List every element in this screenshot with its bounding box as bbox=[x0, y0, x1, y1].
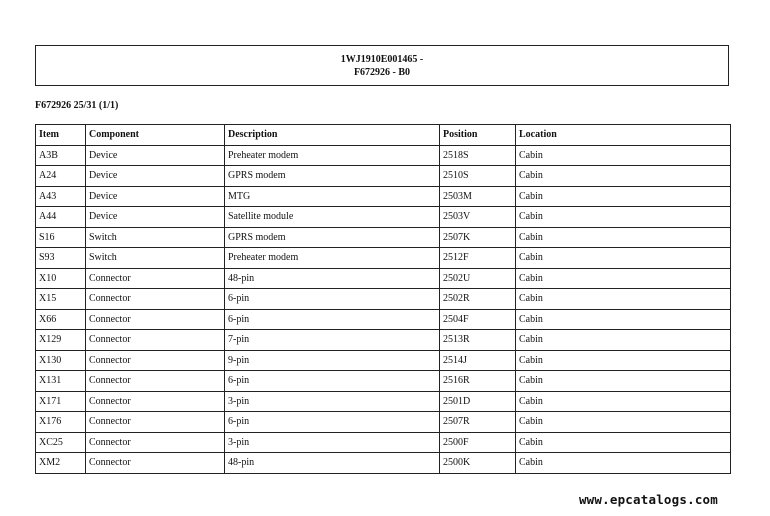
epcatalogs-link[interactable]: www.epcatalogs.com bbox=[578, 492, 718, 507]
cell-position: 2500F bbox=[440, 432, 516, 453]
cell-position: 2514J bbox=[440, 350, 516, 371]
cell-position: 2507R bbox=[440, 412, 516, 433]
table-row bbox=[36, 309, 731, 330]
header-line-1: 1WJ1910E001465 - bbox=[340, 54, 424, 65]
cell-description: 6-pin bbox=[225, 412, 440, 433]
cell-component: Device bbox=[86, 145, 225, 166]
cell-component: Connector bbox=[86, 350, 225, 371]
cell-description: 3-pin bbox=[225, 391, 440, 412]
cell-position: 2503V bbox=[440, 207, 516, 228]
cell-item: A24 bbox=[36, 166, 86, 187]
cell-position: 2518S bbox=[440, 145, 516, 166]
table-row bbox=[36, 371, 731, 392]
table-row bbox=[36, 432, 731, 453]
cell-description: GPRS modem bbox=[225, 227, 440, 248]
column-header-position: Position bbox=[440, 125, 516, 146]
cell-location: Cabin bbox=[516, 330, 731, 351]
cell-item: X171 bbox=[36, 391, 86, 412]
cell-component: Device bbox=[86, 166, 225, 187]
cell-position: 2513R bbox=[440, 330, 516, 351]
cell-position: 2500K bbox=[440, 453, 516, 474]
column-header-item: Item bbox=[36, 125, 86, 146]
table-row bbox=[36, 166, 731, 187]
cell-location: Cabin bbox=[516, 350, 731, 371]
cell-location: Cabin bbox=[516, 453, 731, 474]
cell-description: 48-pin bbox=[225, 268, 440, 289]
table-row bbox=[36, 268, 731, 289]
cell-description: Preheater modem bbox=[225, 145, 440, 166]
cell-component: Connector bbox=[86, 412, 225, 433]
column-header-component: Component bbox=[86, 125, 225, 146]
cell-description: 48-pin bbox=[225, 453, 440, 474]
cell-component: Connector bbox=[86, 268, 225, 289]
cell-location: Cabin bbox=[516, 412, 731, 433]
cell-component: Connector bbox=[86, 330, 225, 351]
table-row bbox=[36, 145, 731, 166]
table-row bbox=[36, 289, 731, 310]
cell-item: A3B bbox=[36, 145, 86, 166]
section-title: F672926 25/31 (1/1) bbox=[35, 100, 119, 111]
cell-component: Connector bbox=[86, 453, 225, 474]
cell-item: S16 bbox=[36, 227, 86, 248]
table-row bbox=[36, 391, 731, 412]
cell-description: 7-pin bbox=[225, 330, 440, 351]
table-row bbox=[36, 350, 731, 371]
cell-location: Cabin bbox=[516, 289, 731, 310]
cell-item: X10 bbox=[36, 268, 86, 289]
cell-item: X66 bbox=[36, 309, 86, 330]
cell-position: 2516R bbox=[440, 371, 516, 392]
table-row bbox=[36, 227, 731, 248]
cell-location: Cabin bbox=[516, 248, 731, 269]
cell-location: Cabin bbox=[516, 371, 731, 392]
cell-position: 2502R bbox=[440, 289, 516, 310]
header-line-2: F672926 - B0 bbox=[353, 67, 411, 78]
cell-location: Cabin bbox=[516, 268, 731, 289]
cell-component: Connector bbox=[86, 391, 225, 412]
parts-table bbox=[35, 124, 731, 474]
cell-description: MTG bbox=[225, 186, 440, 207]
table-row bbox=[36, 248, 731, 269]
table-header-row bbox=[36, 125, 731, 146]
cell-description: 6-pin bbox=[225, 371, 440, 392]
cell-position: 2504F bbox=[440, 309, 516, 330]
cell-item: A43 bbox=[36, 186, 86, 207]
cell-item: X131 bbox=[36, 371, 86, 392]
cell-item: X130 bbox=[36, 350, 86, 371]
cell-description: 3-pin bbox=[225, 432, 440, 453]
cell-description: 6-pin bbox=[225, 289, 440, 310]
cell-location: Cabin bbox=[516, 309, 731, 330]
cell-location: Cabin bbox=[516, 391, 731, 412]
cell-position: 2512F bbox=[440, 248, 516, 269]
table-row bbox=[36, 453, 731, 474]
cell-item: A44 bbox=[36, 207, 86, 228]
cell-item: XC25 bbox=[36, 432, 86, 453]
cell-item: X15 bbox=[36, 289, 86, 310]
cell-position: 2503M bbox=[440, 186, 516, 207]
cell-description: GPRS modem bbox=[225, 166, 440, 187]
document-header bbox=[35, 45, 729, 86]
cell-component: Connector bbox=[86, 432, 225, 453]
table-row bbox=[36, 330, 731, 351]
cell-component: Switch bbox=[86, 227, 225, 248]
table-body bbox=[36, 145, 731, 473]
cell-item: XM2 bbox=[36, 453, 86, 474]
cell-location: Cabin bbox=[516, 227, 731, 248]
cell-position: 2501D bbox=[440, 391, 516, 412]
cell-location: Cabin bbox=[516, 145, 731, 166]
column-header-location: Location bbox=[516, 125, 731, 146]
cell-location: Cabin bbox=[516, 186, 731, 207]
cell-location: Cabin bbox=[516, 432, 731, 453]
cell-component: Device bbox=[86, 207, 225, 228]
cell-position: 2502U bbox=[440, 268, 516, 289]
cell-item: X129 bbox=[36, 330, 86, 351]
cell-description: 9-pin bbox=[225, 350, 440, 371]
cell-component: Connector bbox=[86, 289, 225, 310]
table-row bbox=[36, 207, 731, 228]
cell-description: Preheater modem bbox=[225, 248, 440, 269]
cell-description: Satellite module bbox=[225, 207, 440, 228]
table-row bbox=[36, 186, 731, 207]
column-header-description: Description bbox=[225, 125, 440, 146]
cell-item: S93 bbox=[36, 248, 86, 269]
cell-component: Switch bbox=[86, 248, 225, 269]
cell-position: 2510S bbox=[440, 166, 516, 187]
cell-component: Device bbox=[86, 186, 225, 207]
cell-component: Connector bbox=[86, 371, 225, 392]
cell-item: X176 bbox=[36, 412, 86, 433]
cell-description: 6-pin bbox=[225, 309, 440, 330]
table-row bbox=[36, 412, 731, 433]
cell-component: Connector bbox=[86, 309, 225, 330]
cell-position: 2507K bbox=[440, 227, 516, 248]
cell-location: Cabin bbox=[516, 207, 731, 228]
cell-location: Cabin bbox=[516, 166, 731, 187]
